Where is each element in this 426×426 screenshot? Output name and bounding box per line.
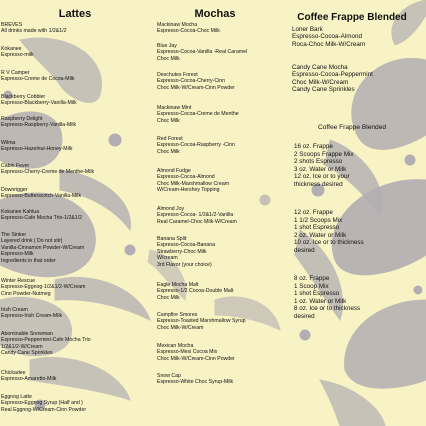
menu-item	[157, 168, 229, 194]
menu-item	[1, 187, 81, 200]
item-name: Mackinaw Mocha	[157, 22, 198, 28]
item-name: Red Forest	[157, 136, 183, 142]
item-recipe-line: Espresso-Cocoa-Almond	[157, 174, 215, 181]
recipe-line: 12 oz. Ice or to your	[294, 173, 350, 181]
recipe-line: thickness desired	[294, 180, 343, 188]
item-recipe-line: Espresso-Cocoa-Cherry-Cinn	[157, 78, 226, 85]
item-recipe-line: Espresso-White Choc Syrup-Milk	[157, 379, 234, 386]
menu-item	[157, 72, 235, 91]
frappe-recipe-16oz	[294, 143, 354, 189]
menu-item	[157, 236, 215, 268]
menu-item	[1, 394, 86, 413]
item-recipe-line: Loner Bark	[292, 26, 323, 33]
item-recipe-line: Espresso-Cocoa-Almond	[292, 33, 362, 41]
item-recipe-line: Espresso-Creme de Cocoa-Milk	[1, 76, 75, 83]
item-recipe-line: Espresso-Hazelnut-Honey-Milk	[1, 146, 73, 153]
recipe-line: 2 oz. Water or Milk	[294, 231, 347, 239]
item-recipe-line: Espresso-Cocoa- 1/2&1/2-Vanilla	[157, 212, 234, 219]
menu-item	[1, 232, 84, 264]
item-recipe-line: Ingredients in that order	[1, 257, 56, 264]
item-name: Blackberry Cobbler	[1, 94, 46, 100]
item-recipe-line: 1/2&1/2-W/Cream	[1, 343, 43, 350]
item-name: Irish Cream	[1, 307, 28, 313]
item-name: Campfire Smores	[157, 312, 198, 318]
item-recipe-line: Espresso-Cafe Mocha Trio-1/2&1/2	[1, 215, 83, 222]
menu-item	[157, 105, 239, 124]
item-recipe-line: Espresso-1/2 Cocoa-Double Malt	[157, 288, 234, 295]
menu-item	[157, 343, 235, 362]
frappe-recipe-12oz	[294, 209, 364, 255]
item-recipe-line: Espresso-Eggnog Syrup (Half and )	[1, 400, 83, 407]
menu-item	[1, 46, 34, 59]
item-recipe-line: Espresso-Cocoa-Choc Milk	[157, 28, 220, 35]
item-recipe-line: W/cream	[157, 255, 178, 262]
item-name: Banana Split	[157, 236, 187, 242]
item-recipe-line: Choc Milk	[157, 148, 180, 155]
menu-item	[157, 206, 237, 225]
item-name: Wilma	[1, 140, 16, 146]
item-recipe-line: Espresso-Cherry-Creme de Menthe-Milk	[1, 169, 95, 176]
recipe-line: 12 oz. Frappe	[294, 209, 333, 216]
recipe-line: 1 shot Espresso	[294, 224, 340, 232]
item-recipe-line: Choc Milk-W/Cream-Cinn Powder	[157, 355, 235, 362]
item-recipe-line: Espresso-Peppermint-Cafe Mocha Trio	[1, 337, 91, 344]
item-name: Deschutes Forest	[157, 72, 198, 78]
recipe-line: 8 oz. Ice or to thickness	[294, 305, 361, 313]
menu-item	[157, 43, 247, 62]
recipe-line: 2 shots Espresso	[294, 158, 343, 166]
item-name: Eggnog Latte	[1, 394, 32, 400]
menu-item	[1, 370, 56, 383]
item-recipe-line: Espresso-Irish Cream-Milk	[1, 313, 63, 320]
item-name: Raspberry Delight	[1, 116, 43, 122]
menu-item	[292, 64, 373, 94]
menu-item	[292, 26, 365, 48]
frappe-recipe-8oz	[294, 275, 360, 321]
menu-item	[157, 282, 233, 301]
recipe-line: 2 Scoops Frappe Mix	[294, 150, 354, 158]
item-recipe-line: Real Eggnog-W/Cream-Cinn Powder	[1, 406, 87, 413]
menu-item	[1, 116, 76, 129]
menu-item	[157, 373, 233, 386]
item-recipe-line: 3rd Flavor (your choice)	[157, 261, 212, 268]
item-recipe-line: Espresso-Raspberry-Vanilla-Milk	[1, 122, 77, 129]
item-name: Eagle Mocha Malt	[157, 282, 199, 288]
item-recipe-line: Espresso-Cocoa-Vanilla -Real Caramel	[157, 49, 248, 56]
item-name: Downrigger	[1, 187, 28, 193]
item-recipe-line: All drinks made with 1/2&1/2	[1, 28, 67, 35]
menu-item	[1, 140, 73, 153]
item-recipe-line: Espresso-Cocoa-Creme de Menthe	[157, 111, 239, 118]
menu-item	[157, 136, 235, 155]
item-name: Kokanee Kahlua	[1, 209, 40, 215]
recipe-line: 16 oz. Frappe	[294, 143, 333, 150]
item-recipe-line: Choc Milk-W/Cream	[157, 324, 204, 331]
item-recipe-line: Cinn Powder-Nutmeg	[1, 290, 51, 297]
item-recipe-line: Espresso-milk	[1, 52, 34, 59]
item-recipe-line: Candy Cane Mocha	[292, 64, 348, 71]
item-name: The Sinker	[1, 232, 27, 238]
item-name: Blue Jay	[157, 43, 177, 49]
item-recipe-line: Espresso-Eggnog-1/2&1/2-W/Cream	[1, 284, 86, 291]
item-recipe-line: Vanilla-Cinnamon Powder-W/Cream	[1, 244, 85, 251]
item-recipe-line: Candy Cane Sprinkles	[292, 86, 355, 94]
item-recipe-line: Candy Cane Sprinkles	[1, 350, 53, 357]
item-recipe-line: Roca-Choc Milk-W/Cream	[292, 40, 366, 48]
item-recipe-line: Espresso-Butterscotch-Vanilla-Milk	[1, 193, 82, 200]
frappe-heading: Coffee Frappe Blended	[297, 12, 407, 23]
item-name: Cabin Fever	[1, 163, 30, 169]
item-name: R V Camper	[1, 70, 30, 76]
item-recipe-line: Choc Milk-W/Cream-Cinn Powder	[157, 84, 235, 91]
item-name: Mexican Mocha	[157, 343, 194, 349]
item-recipe-line: Espresso-Toasted Marshmallow Syrup	[157, 318, 246, 325]
item-recipe-line: Espresso-Blackberry-Vanilla-Milk	[1, 100, 77, 107]
item-name: Kokanee	[1, 46, 22, 52]
item-recipe-line: Espresso-Cocoa-Raspberry -Cinn	[157, 142, 235, 149]
item-name: Abominable Snowman	[1, 331, 53, 337]
item-recipe-line: Espresso-Cocoa-Peppermint	[292, 71, 373, 79]
frappe-subheading: Coffee Frappe Blended	[317, 124, 387, 131]
menu-item	[157, 312, 246, 331]
item-recipe-line: Espresso-Cocoa-Banana	[157, 242, 215, 249]
lattes-heading: Lattes	[58, 8, 92, 20]
recipe-line: 1 oz. Water or Milk	[294, 297, 347, 305]
item-recipe-line: Espresso-Milk	[1, 251, 34, 258]
item-recipe-line: Choc Milk-W/Cream	[292, 78, 349, 86]
menu-item	[1, 163, 94, 176]
recipe-line: 3 oz. Water or Milk	[294, 165, 347, 173]
menu-item	[1, 70, 75, 83]
recipe-line: 1 shot Espresso	[294, 290, 340, 298]
menu-item	[1, 94, 77, 107]
item-recipe-line: Choc Milk	[157, 55, 180, 62]
item-recipe-line: Real Caramel-Choc Milk-W/Cream	[157, 218, 237, 225]
item-name: Mackinaw Mint	[157, 105, 192, 111]
recipe-line: 8 oz. Frappe	[294, 275, 330, 282]
menu-item	[1, 278, 85, 297]
recipe-line: 1 1/2 Scoops Mix	[294, 216, 343, 224]
item-recipe-line: W/Cream-Hershey Topping	[157, 187, 220, 194]
menu-item	[1, 22, 66, 35]
item-recipe-line: Espresso-Amaretto-Milk	[1, 376, 57, 383]
recipe-line: desired	[294, 246, 315, 254]
item-recipe-line: Choc Milk	[157, 117, 180, 124]
recipe-line: 10 oz. Ice or to thickness	[294, 239, 364, 247]
recipe-line: 1 Scoop Mix	[294, 282, 329, 290]
item-name: Snow Cap	[157, 373, 181, 379]
item-name: Winter Rescue	[1, 278, 36, 284]
item-name: Almond Fudge	[157, 168, 191, 174]
item-recipe-line: Choc Milk	[157, 294, 180, 301]
mochas-heading: Mochas	[194, 8, 236, 20]
item-recipe-line: Espresso-Mexi Cocoa Mix	[157, 349, 218, 356]
menu-item	[1, 307, 62, 320]
item-name: Chickadee	[1, 370, 26, 376]
item-name: BREVES	[1, 22, 23, 28]
item-recipe-line: Layered drink ( Do not stir)	[1, 238, 63, 245]
menu-item	[1, 209, 82, 222]
menu-item	[1, 331, 91, 357]
menu-item	[157, 22, 220, 35]
item-recipe-line: Choc Milk-Marshmallow Cream	[157, 180, 230, 187]
item-name: Almond Joy	[157, 206, 185, 212]
recipe-line: desired	[294, 312, 315, 320]
item-recipe-line: Strawberry-Choc Milk	[157, 248, 207, 255]
